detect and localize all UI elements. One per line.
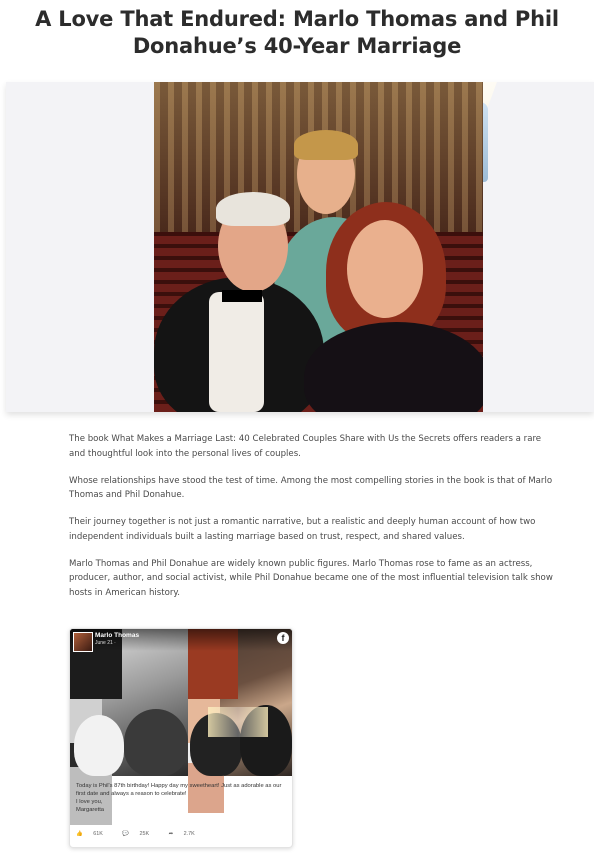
post-photo-collage <box>70 629 292 776</box>
photo-person-left-bowtie <box>222 290 262 302</box>
post-reactions <box>76 831 213 837</box>
comments-count-group[interactable] <box>122 831 158 837</box>
collage-champagne-glasses <box>208 707 268 737</box>
like-icon: 👍 <box>76 831 83 837</box>
post-caption-line3: Margaretta <box>76 807 105 813</box>
post-header <box>70 629 292 651</box>
shares-count-group[interactable] <box>169 831 204 837</box>
photo-person-right-face <box>347 220 423 318</box>
embedded-social-post[interactable] <box>69 628 293 848</box>
post-timestamp: June 21 · <box>95 640 116 646</box>
post-caption <box>76 782 286 814</box>
collage-left-man-body <box>124 709 188 776</box>
post-caption-line2: I love you, <box>76 799 103 805</box>
post-photo-right-color <box>188 629 292 776</box>
post-author-name[interactable]: Marlo Thomas <box>95 632 140 639</box>
photo-person-left-hair <box>216 192 290 226</box>
article-title <box>20 6 574 60</box>
photo-person-left-shirt <box>209 292 264 412</box>
hero-image-frame <box>6 82 594 412</box>
likes-count: 61K <box>93 831 103 837</box>
paragraph-2: Whose relationships have stood the test of time. Among the most compelling stories in the book is that of Marlo Thomas and Phil Donahue. <box>69 475 553 501</box>
photo-person-back-hair <box>294 130 358 160</box>
shares-count: 2.7K <box>183 831 195 837</box>
collage-left-woman-top <box>74 715 124 776</box>
likes-count-group[interactable] <box>76 831 112 837</box>
article-body <box>69 432 559 613</box>
avatar[interactable] <box>73 632 93 652</box>
paragraph-4: Marlo Thomas and Phil Donahue are widely known public figures. Marlo Thomas rose to fame as an actress, producer, author, and social activist, while Phil Donahue became one of the most influential television talk show hosts in American history. <box>69 558 553 598</box>
facebook-icon: f <box>277 632 289 644</box>
article-title-line2: Donahue’s 40-Year Marriage <box>132 34 462 58</box>
share-icon: ➦ <box>168 831 174 837</box>
comment-icon: 💬 <box>122 831 130 837</box>
hero-photo <box>154 82 483 412</box>
article-title-line1: A Love That Endured: Marlo Thomas and Phil <box>35 7 559 31</box>
paragraph-1: The book What Makes a Marriage Last: 40 Celebrated Couples Share with Us the Secrets offers readers a rare and thoughtful look into the personal lives of couples. <box>69 434 542 459</box>
comments-count: 25K <box>139 831 150 837</box>
paragraph-3: Their journey together is not just a romantic narrative, but a realistic and deeply human account of how two independent individuals built a lasting marriage based on trust, respect, and shared values. <box>69 517 536 542</box>
post-caption-line1: Today is Phil's 87th birthday! Happy day my sweetheart! Just as adorable as our first date and always a reason to celebrate! <box>76 783 282 797</box>
